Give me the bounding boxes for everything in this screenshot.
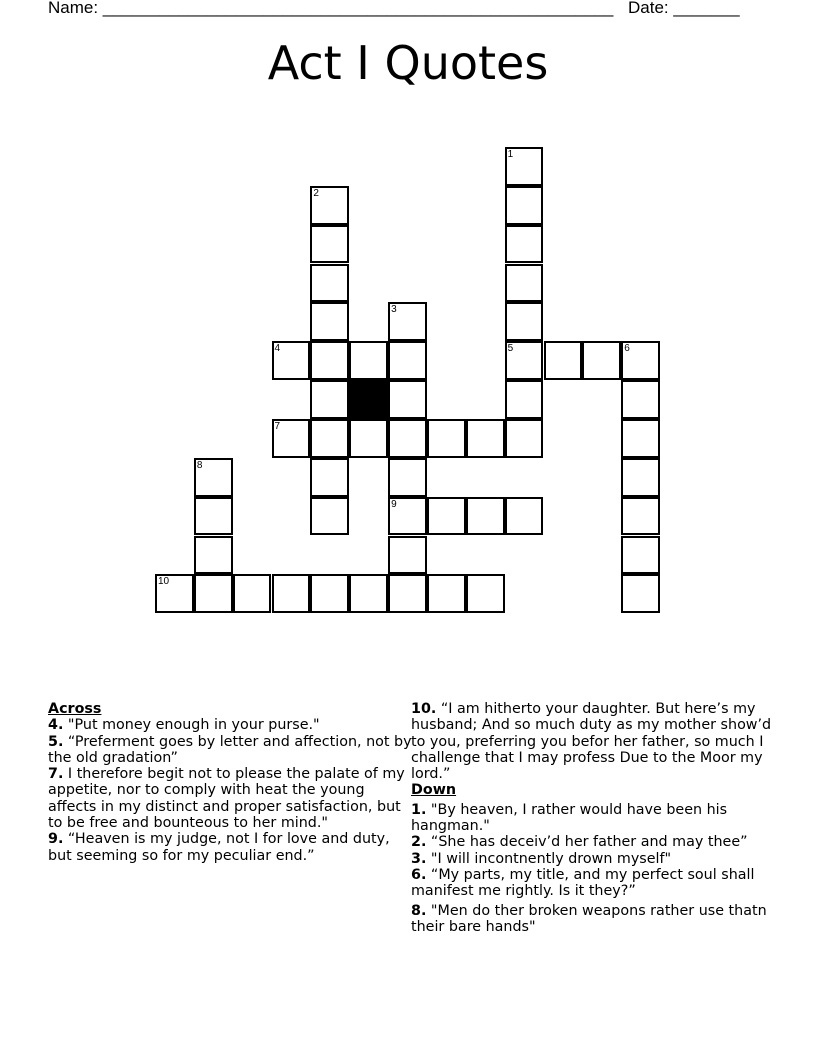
clues-right-column: [411, 701, 776, 935]
clue-number: 9: [391, 498, 397, 510]
clue-text: “She has deceiv’d her father and may thee”: [426, 834, 748, 851]
grid-cell[interactable]: [621, 497, 660, 536]
clue-text: I therefore begit not to please the palate of my appetite, nor to comply with heat the young affects in my distinct and proper satisfaction, but to be free and bounteous to her mind.": [48, 766, 405, 832]
clues-left-column: [48, 701, 413, 864]
grid-cell[interactable]: [466, 497, 505, 536]
clue-number: 10.: [411, 701, 437, 717]
grid-cell[interactable]: [582, 341, 621, 380]
name-field[interactable]: Name: ______________________________________________________: [48, 0, 614, 17]
grid-cell[interactable]: [388, 536, 427, 575]
clue-number: 4.: [48, 717, 64, 734]
grid-cell[interactable]: [466, 574, 505, 613]
clue-item: [411, 701, 776, 782]
clue-item: [48, 766, 413, 831]
grid-cell[interactable]: [310, 419, 349, 458]
grid-cell[interactable]: [388, 497, 427, 536]
page-title: Act I Quotes: [267, 36, 549, 90]
grid-cell[interactable]: [194, 574, 233, 613]
grid-cell[interactable]: [427, 419, 466, 458]
clue-text: "By heaven, I rather would have been his hangman.": [411, 801, 728, 835]
grid-cell[interactable]: [388, 574, 427, 613]
clue-number: 9.: [48, 831, 64, 848]
grid-cell[interactable]: [427, 497, 466, 536]
grid-cell[interactable]: [388, 380, 427, 419]
grid-cell[interactable]: [621, 419, 660, 458]
grid-cell[interactable]: [349, 341, 388, 380]
down-heading: Down: [411, 782, 457, 799]
grid-cell[interactable]: [505, 147, 544, 186]
clue-number: 2: [313, 187, 319, 199]
grid-cell[interactable]: [194, 536, 233, 575]
clue-item: [48, 831, 413, 864]
grid-cell[interactable]: [621, 341, 660, 380]
clue-text: “I am hitherto your daughter. But here’s my husband; And so much duty as my mother show’d to you, preferring you befor her father, so much I challenge that I may profess Due to the Moor my lord.”: [411, 701, 772, 783]
clue-item: [48, 717, 413, 733]
black-cell: [349, 380, 388, 419]
grid-cell[interactable]: [621, 380, 660, 419]
grid-cell[interactable]: [505, 264, 544, 303]
clue-number: 3.: [411, 850, 427, 867]
grid-cell[interactable]: [349, 574, 388, 613]
grid-cell[interactable]: [466, 419, 505, 458]
grid-cell[interactable]: [505, 186, 544, 225]
grid-cell[interactable]: [621, 458, 660, 497]
grid-cell[interactable]: [310, 186, 349, 225]
grid-cell[interactable]: [272, 574, 311, 613]
grid-cell[interactable]: [505, 225, 544, 264]
grid-cell[interactable]: [621, 574, 660, 613]
grid-cell[interactable]: [505, 380, 544, 419]
clue-item: [411, 834, 776, 850]
across-heading: Across: [48, 701, 102, 717]
grid-cell[interactable]: [427, 574, 466, 613]
clue-number: 8.: [411, 902, 427, 919]
clue-number: 6: [624, 343, 630, 355]
clue-text: "Put money enough in your purse.": [63, 717, 320, 734]
clue-item: [411, 851, 776, 867]
clue-number: 1: [507, 149, 514, 160]
grid-cell[interactable]: [388, 419, 427, 458]
clue-number: 8: [196, 459, 203, 471]
clue-number: 7.: [48, 766, 64, 783]
clue-item: [411, 903, 776, 936]
grid-cell[interactable]: [388, 302, 427, 341]
clue-number: 6.: [411, 866, 427, 883]
clue-number: 3: [391, 304, 397, 316]
grid-cell[interactable]: [310, 341, 349, 380]
clue-text: “My parts, my title, and my perfect soul shall manifest me rightly. Is it they?”: [411, 866, 755, 900]
grid-cell[interactable]: [505, 419, 544, 458]
crossword-grid: [156, 148, 661, 615]
grid-cell[interactable]: [194, 497, 233, 536]
clue-item: [411, 867, 776, 900]
grid-cell[interactable]: [310, 574, 349, 613]
clue-number: 5: [507, 343, 514, 355]
clue-text: “Preferment goes by letter and affection, not by the old gradation”: [48, 733, 412, 766]
grid-cell[interactable]: [621, 536, 660, 575]
clue-item: [48, 734, 413, 767]
grid-cell[interactable]: [272, 419, 311, 458]
grid-cell[interactable]: [310, 302, 349, 341]
clue-number: 10: [158, 576, 170, 588]
clue-number: 7: [274, 420, 281, 432]
grid-cell[interactable]: [388, 458, 427, 497]
clue-item: [411, 802, 776, 835]
grid-cell[interactable]: [310, 497, 349, 536]
grid-cell[interactable]: [233, 574, 272, 613]
clue-text: "I will incontnently drown myself": [426, 850, 672, 867]
grid-cell[interactable]: [349, 419, 388, 458]
date-field[interactable]: Date: _______: [628, 0, 740, 17]
grid-cell[interactable]: [194, 458, 233, 497]
grid-cell[interactable]: [505, 497, 544, 536]
grid-cell[interactable]: [310, 225, 349, 264]
grid-cell[interactable]: [505, 302, 544, 341]
clue-number: 5.: [48, 733, 64, 750]
grid-cell[interactable]: [310, 458, 349, 497]
clue-number: 4: [274, 343, 281, 355]
grid-cell[interactable]: [388, 341, 427, 380]
grid-cell[interactable]: [272, 341, 311, 380]
clue-text: “Heaven is my judge, not I for love and duty, but seeming so for my peculiar end.”: [48, 831, 390, 864]
grid-cell[interactable]: [155, 574, 194, 613]
grid-cell[interactable]: [310, 380, 349, 419]
grid-cell[interactable]: [310, 264, 349, 303]
grid-cell[interactable]: [544, 341, 583, 380]
clue-number: 2.: [411, 834, 427, 851]
grid-cell[interactable]: [505, 341, 544, 380]
clue-number: 1.: [411, 801, 427, 818]
clue-text: "Men do ther broken weapons rather use thatn their bare hands": [411, 902, 767, 935]
